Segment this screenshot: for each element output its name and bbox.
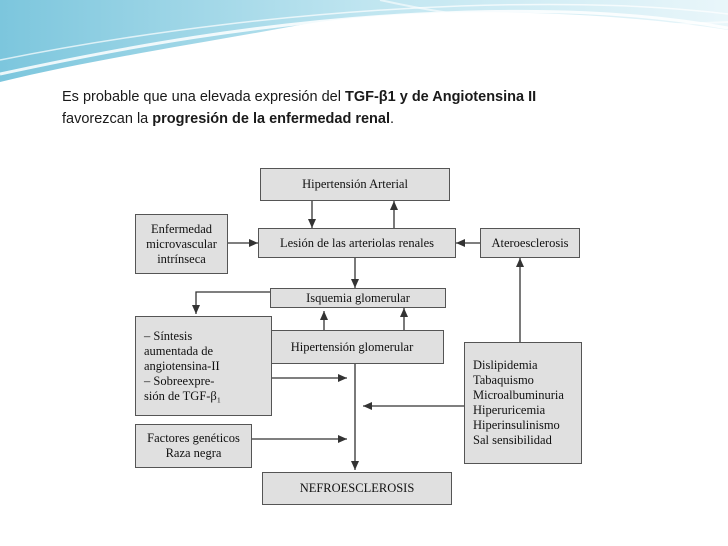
header-wave-decoration [0, 0, 728, 90]
label-isquemia-glomerular: Isquemia glomerular [306, 290, 410, 305]
label-sintesis-5: sión de TGF-β₁ [144, 388, 222, 403]
label-geneticos-2: Raza negra [165, 446, 222, 460]
label-sintesis-4: – Sobreexpre- [144, 373, 215, 388]
intro-line2-bold: progresión de la enfermedad renal [152, 111, 390, 127]
label-risk-3: Microalbuminuria [473, 388, 564, 402]
label-hipertension-arterial: Hipertensión Arterial [302, 177, 408, 191]
box-aterosclerosis [480, 228, 580, 258]
label-sintesis-3: angiotensina-II [144, 358, 220, 373]
nephrosclerosis-diagram [122, 152, 594, 512]
label-risk-6: Sal sensibilidad [473, 433, 552, 447]
label-micro-2: microvascular [146, 236, 217, 251]
label-risk-5: Hiperinsulinismo [473, 418, 560, 432]
label-nefroesclerosis: NEFROESCLEROSIS [299, 481, 415, 495]
box-sintesis-angiotensina [135, 316, 272, 416]
box-nefroesclerosis [262, 472, 452, 505]
box-hipertension-arterial [260, 168, 450, 201]
label-micro-3: intrínseca [157, 251, 206, 266]
label-lesion-arteriolas: Lesión de las arteriolas renales [279, 235, 435, 250]
box-enfermedad-microvascular [135, 214, 228, 274]
label-risk-4: Hiperuricemia [473, 403, 546, 417]
box-risk-factors [464, 342, 582, 464]
label-aterosclerosis: Ateroesclerosis [491, 235, 569, 250]
label-risk-1: Dislipidemia [473, 358, 538, 372]
intro-text [62, 86, 682, 130]
label-sintesis-2: aumentada de [144, 343, 214, 358]
arrow-isquemia-to-sintesis [196, 292, 270, 314]
box-lesion-arteriolas [258, 228, 456, 258]
intro-line2-suffix: . [390, 111, 395, 127]
box-isquemia-glomerular [270, 288, 446, 308]
box-factores-geneticos [135, 424, 252, 468]
label-hipertension-glomerular: Hipertensión glomerular [290, 339, 414, 354]
intro-line1-bold: TGF-β1 y de Angiotensina II [344, 89, 537, 105]
label-sintesis-1: – Síntesis [144, 328, 193, 343]
intro-line1-prefix: Es probable que una elevada expresión del [62, 89, 345, 105]
label-risk-2: Tabaquismo [473, 373, 534, 387]
label-geneticos-1: Factores genéticos [147, 431, 240, 445]
intro-line2-prefix: favorezcan la [62, 111, 153, 127]
label-micro-1: Enfermedad [150, 221, 213, 236]
box-hipertension-glomerular [260, 330, 444, 364]
